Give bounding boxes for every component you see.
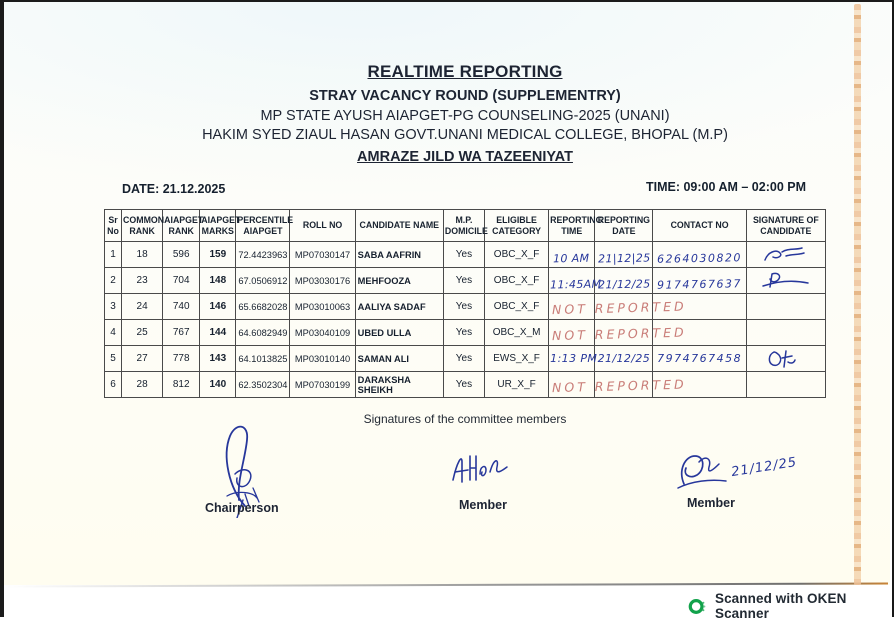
document-subtitle-round: STRAY VACANCY ROUND (SUPPLEMENTRY) — [309, 88, 621, 104]
candidate-signature — [762, 348, 810, 370]
document-subtitle-counseling: MP STATE AYUSH AIAPGET-PG COUNSELING-2025 (UNANI) — [260, 107, 670, 124]
cell-reporting-time — [549, 268, 602, 294]
cell-eligible-category: UR_X_F — [485, 372, 549, 398]
cell-reporting-time — [549, 294, 687, 320]
scanned-page-edge — [854, 4, 861, 585]
cell-aiapget-marks: 148 — [200, 268, 236, 294]
column-header-12: CONTACT NO — [653, 210, 746, 242]
cell-contact-no — [653, 268, 746, 294]
document-subtitle-college: HAKIM SYED ZIAUL HASAN GOVT.UNANI MEDICAL COLLEGE, BHOPAL (M.P) — [202, 127, 728, 143]
cell-candidate-name: UBED ULLA — [355, 320, 443, 346]
cell-roll-no: MP07030199 — [290, 372, 355, 398]
cell-roll-no: MP03010063 — [290, 294, 355, 320]
cell-sr-no: 3 — [105, 294, 122, 320]
cell-reporting-date — [595, 346, 653, 372]
cell-aiapget-marks: 144 — [200, 320, 236, 346]
table-row — [105, 268, 826, 294]
cell-candidate-name: AALIYA SADAF — [355, 294, 443, 320]
not-reported-note: NOT REPORTED — [552, 376, 687, 395]
cell-candidate-name: MEHFOOZA — [355, 268, 443, 294]
cell-candidate-name: SAMAN ALI — [355, 346, 443, 372]
table-row — [105, 320, 826, 346]
cell-signature — [746, 372, 825, 398]
column-header-9: ELIGIBLE CATEGORY — [485, 210, 549, 242]
oken-scanner-icon — [688, 597, 706, 616]
candidate-signature — [762, 244, 810, 266]
member2-handwritten-date: 21/12/25 — [730, 454, 799, 481]
column-header-5: PERCENTILE AIAPGET — [236, 210, 290, 242]
handwritten-contact-no: 6264030820 — [656, 251, 743, 266]
cell-common-rank: 25 — [122, 320, 163, 346]
cell-sr-no: 6 — [105, 372, 122, 398]
cell-contact-no — [653, 346, 746, 372]
cell-reporting-date — [595, 242, 653, 268]
cell-roll-no: MP07030147 — [290, 242, 355, 268]
cell-common-rank: 27 — [122, 346, 163, 372]
member2-label: Member — [687, 496, 735, 510]
table-row — [105, 294, 826, 320]
cell-aiapget-rank: 767 — [163, 320, 200, 346]
cell-percentile-aiapget: 64.1013825 — [236, 346, 290, 372]
cell-percentile-aiapget: 67.0506912 — [236, 268, 290, 294]
table-header-row — [105, 210, 826, 242]
cell-sr-no: 2 — [105, 268, 122, 294]
cell-mp-domicile: Yes — [443, 242, 484, 268]
column-header-8: M.P. DOMICILE — [443, 210, 484, 242]
scanned-document-page — [4, 2, 890, 585]
document-subtitle-course: AMRAZE JILD WA TAZEENIYAT — [357, 148, 573, 165]
cell-percentile-aiapget: 65.6682028 — [236, 294, 290, 320]
candidate-signature — [762, 270, 810, 292]
column-header-1: Sr No — [105, 210, 122, 242]
cell-signature — [746, 242, 825, 268]
cell-aiapget-marks: 140 — [200, 372, 236, 398]
cell-signature — [746, 268, 825, 294]
cell-sr-no: 5 — [105, 346, 122, 372]
candidate-reporting-table — [104, 209, 826, 398]
handwritten-reporting-date: 21/12/25 — [597, 352, 651, 365]
cell-candidate-name: SABA AAFRIN — [355, 242, 443, 268]
cell-reporting-time — [549, 320, 687, 346]
member1-label: Member — [459, 498, 507, 512]
column-header-7: CANDIDATE NAME — [355, 210, 443, 242]
date-label: DATE: 21.12.2025 — [122, 182, 226, 196]
cell-mp-domicile: Yes — [443, 294, 484, 320]
time-label: TIME: 09:00 AM – 02:00 PM — [645, 180, 806, 194]
handwritten-reporting-date: 21/12/25 — [597, 277, 651, 292]
cell-signature — [746, 320, 825, 346]
column-header-3: AIAPGET RANK — [163, 210, 200, 242]
cell-percentile-aiapget: 62.3502304 — [236, 372, 290, 398]
handwritten-reporting-date: 21|12|25 — [597, 251, 651, 266]
cell-signature — [746, 294, 825, 320]
cell-common-rank: 24 — [122, 294, 163, 320]
table-row — [105, 242, 826, 268]
handwritten-contact-no: 9174767637 — [656, 277, 743, 292]
cell-mp-domicile: Yes — [443, 346, 484, 372]
cell-reporting-time — [549, 346, 598, 372]
cell-contact-no — [653, 242, 746, 268]
chairperson-label: Chairperson — [205, 501, 279, 515]
cell-reporting-time — [549, 242, 595, 268]
cell-roll-no: MP03010140 — [290, 346, 355, 372]
cell-reporting-time — [549, 372, 687, 398]
not-reported-note: NOT REPORTED — [552, 324, 687, 343]
cell-eligible-category: OBC_X_F — [485, 268, 549, 294]
cell-aiapget-rank: 740 — [163, 294, 200, 320]
cell-aiapget-rank: 778 — [163, 346, 200, 372]
not-reported-note: NOT REPORTED — [552, 298, 687, 317]
handwritten-reporting-time: 11:45AM — [550, 277, 602, 292]
cell-percentile-aiapget: 72.4423963 — [236, 242, 290, 268]
column-header-2: COMMON RANK — [122, 210, 163, 242]
handwritten-reporting-time: 10 AM — [553, 251, 591, 266]
table-row — [105, 372, 826, 398]
column-header-13: SIGNATURE OF CANDIDATE — [746, 210, 825, 242]
cell-candidate-name: DARAKSHA SHEIKH — [355, 372, 443, 398]
cell-mp-domicile: Yes — [443, 320, 484, 346]
cell-eligible-category: OBC_X_F — [485, 294, 549, 320]
cell-aiapget-rank: 596 — [163, 242, 200, 268]
column-header-11: REPORTING DATE — [595, 210, 653, 242]
handwritten-reporting-time: 1:13 PM — [550, 352, 598, 365]
oken-scanner-text: Scanned with OKEN Scanner — [714, 591, 847, 621]
cell-aiapget-marks: 159 — [200, 242, 236, 268]
cell-roll-no: MP03040109 — [290, 320, 355, 346]
column-header-4: AIAPGET MARKS — [200, 210, 236, 242]
document-title: REALTIME REPORTING — [367, 62, 563, 81]
cell-eligible-category: EWS_X_F — [485, 346, 549, 372]
cell-signature — [746, 346, 825, 372]
cell-sr-no: 1 — [105, 242, 122, 268]
table-body — [105, 242, 826, 398]
cell-mp-domicile: Yes — [443, 372, 484, 398]
handwritten-contact-no: 7974767458 — [657, 352, 743, 365]
member1-signature — [449, 448, 511, 490]
cell-aiapget-rank: 812 — [163, 372, 200, 398]
cell-sr-no: 4 — [105, 320, 122, 346]
cell-reporting-date — [595, 268, 653, 294]
cell-common-rank: 23 — [122, 268, 163, 294]
table-row — [105, 346, 826, 372]
cell-aiapget-marks: 146 — [200, 294, 236, 320]
cell-eligible-category: OBC_X_M — [485, 320, 549, 346]
committee-heading: Signatures of the committee members — [363, 412, 567, 426]
cell-eligible-category: OBC_X_F — [485, 242, 549, 268]
cell-common-rank: 28 — [122, 372, 163, 398]
column-header-10: REPORTING TIME — [549, 210, 595, 242]
cell-percentile-aiapget: 64.6082949 — [236, 320, 290, 346]
member2-signature — [676, 452, 734, 494]
cell-common-rank: 18 — [122, 242, 163, 268]
cell-aiapget-marks: 143 — [200, 346, 236, 372]
document-header — [104, 62, 826, 167]
cell-mp-domicile: Yes — [443, 268, 484, 294]
cell-roll-no: MP03030176 — [290, 268, 355, 294]
cell-aiapget-rank: 704 — [163, 268, 200, 294]
column-header-6: ROLL NO — [290, 210, 355, 242]
